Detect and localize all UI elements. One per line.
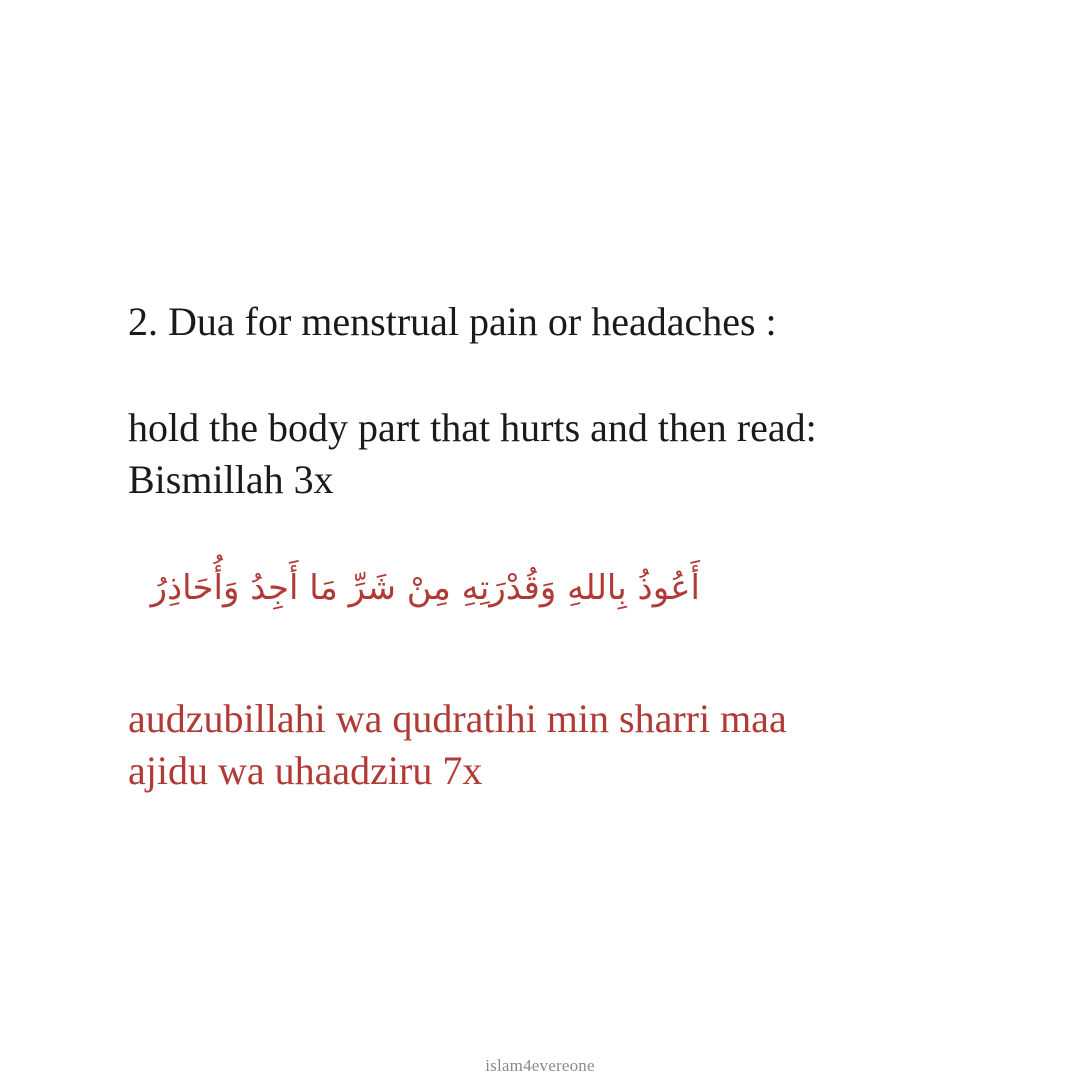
instruction-text [128,402,817,506]
instruction-line-1: hold the body part that hurts and then read: [128,405,817,450]
dua-heading: 2. Dua for menstrual pain or headaches : [128,299,777,344]
transliteration-line-2: ajidu wa uhaadziru 7x [128,748,483,793]
arabic-dua-text: أَعُوذُ بِاللهِ وَقُدْرَتِهِ مِنْ شَرِّ مَا أَجِدُ وَأُحَاذِرُ [150,568,700,608]
instruction-line-2: Bismillah 3x [128,457,334,502]
transliteration-line-1: audzubillahi wa qudratihi min sharri maa [128,696,787,741]
watermark-handle: islam4evereone [485,1056,595,1075]
transliteration-text [128,693,787,797]
